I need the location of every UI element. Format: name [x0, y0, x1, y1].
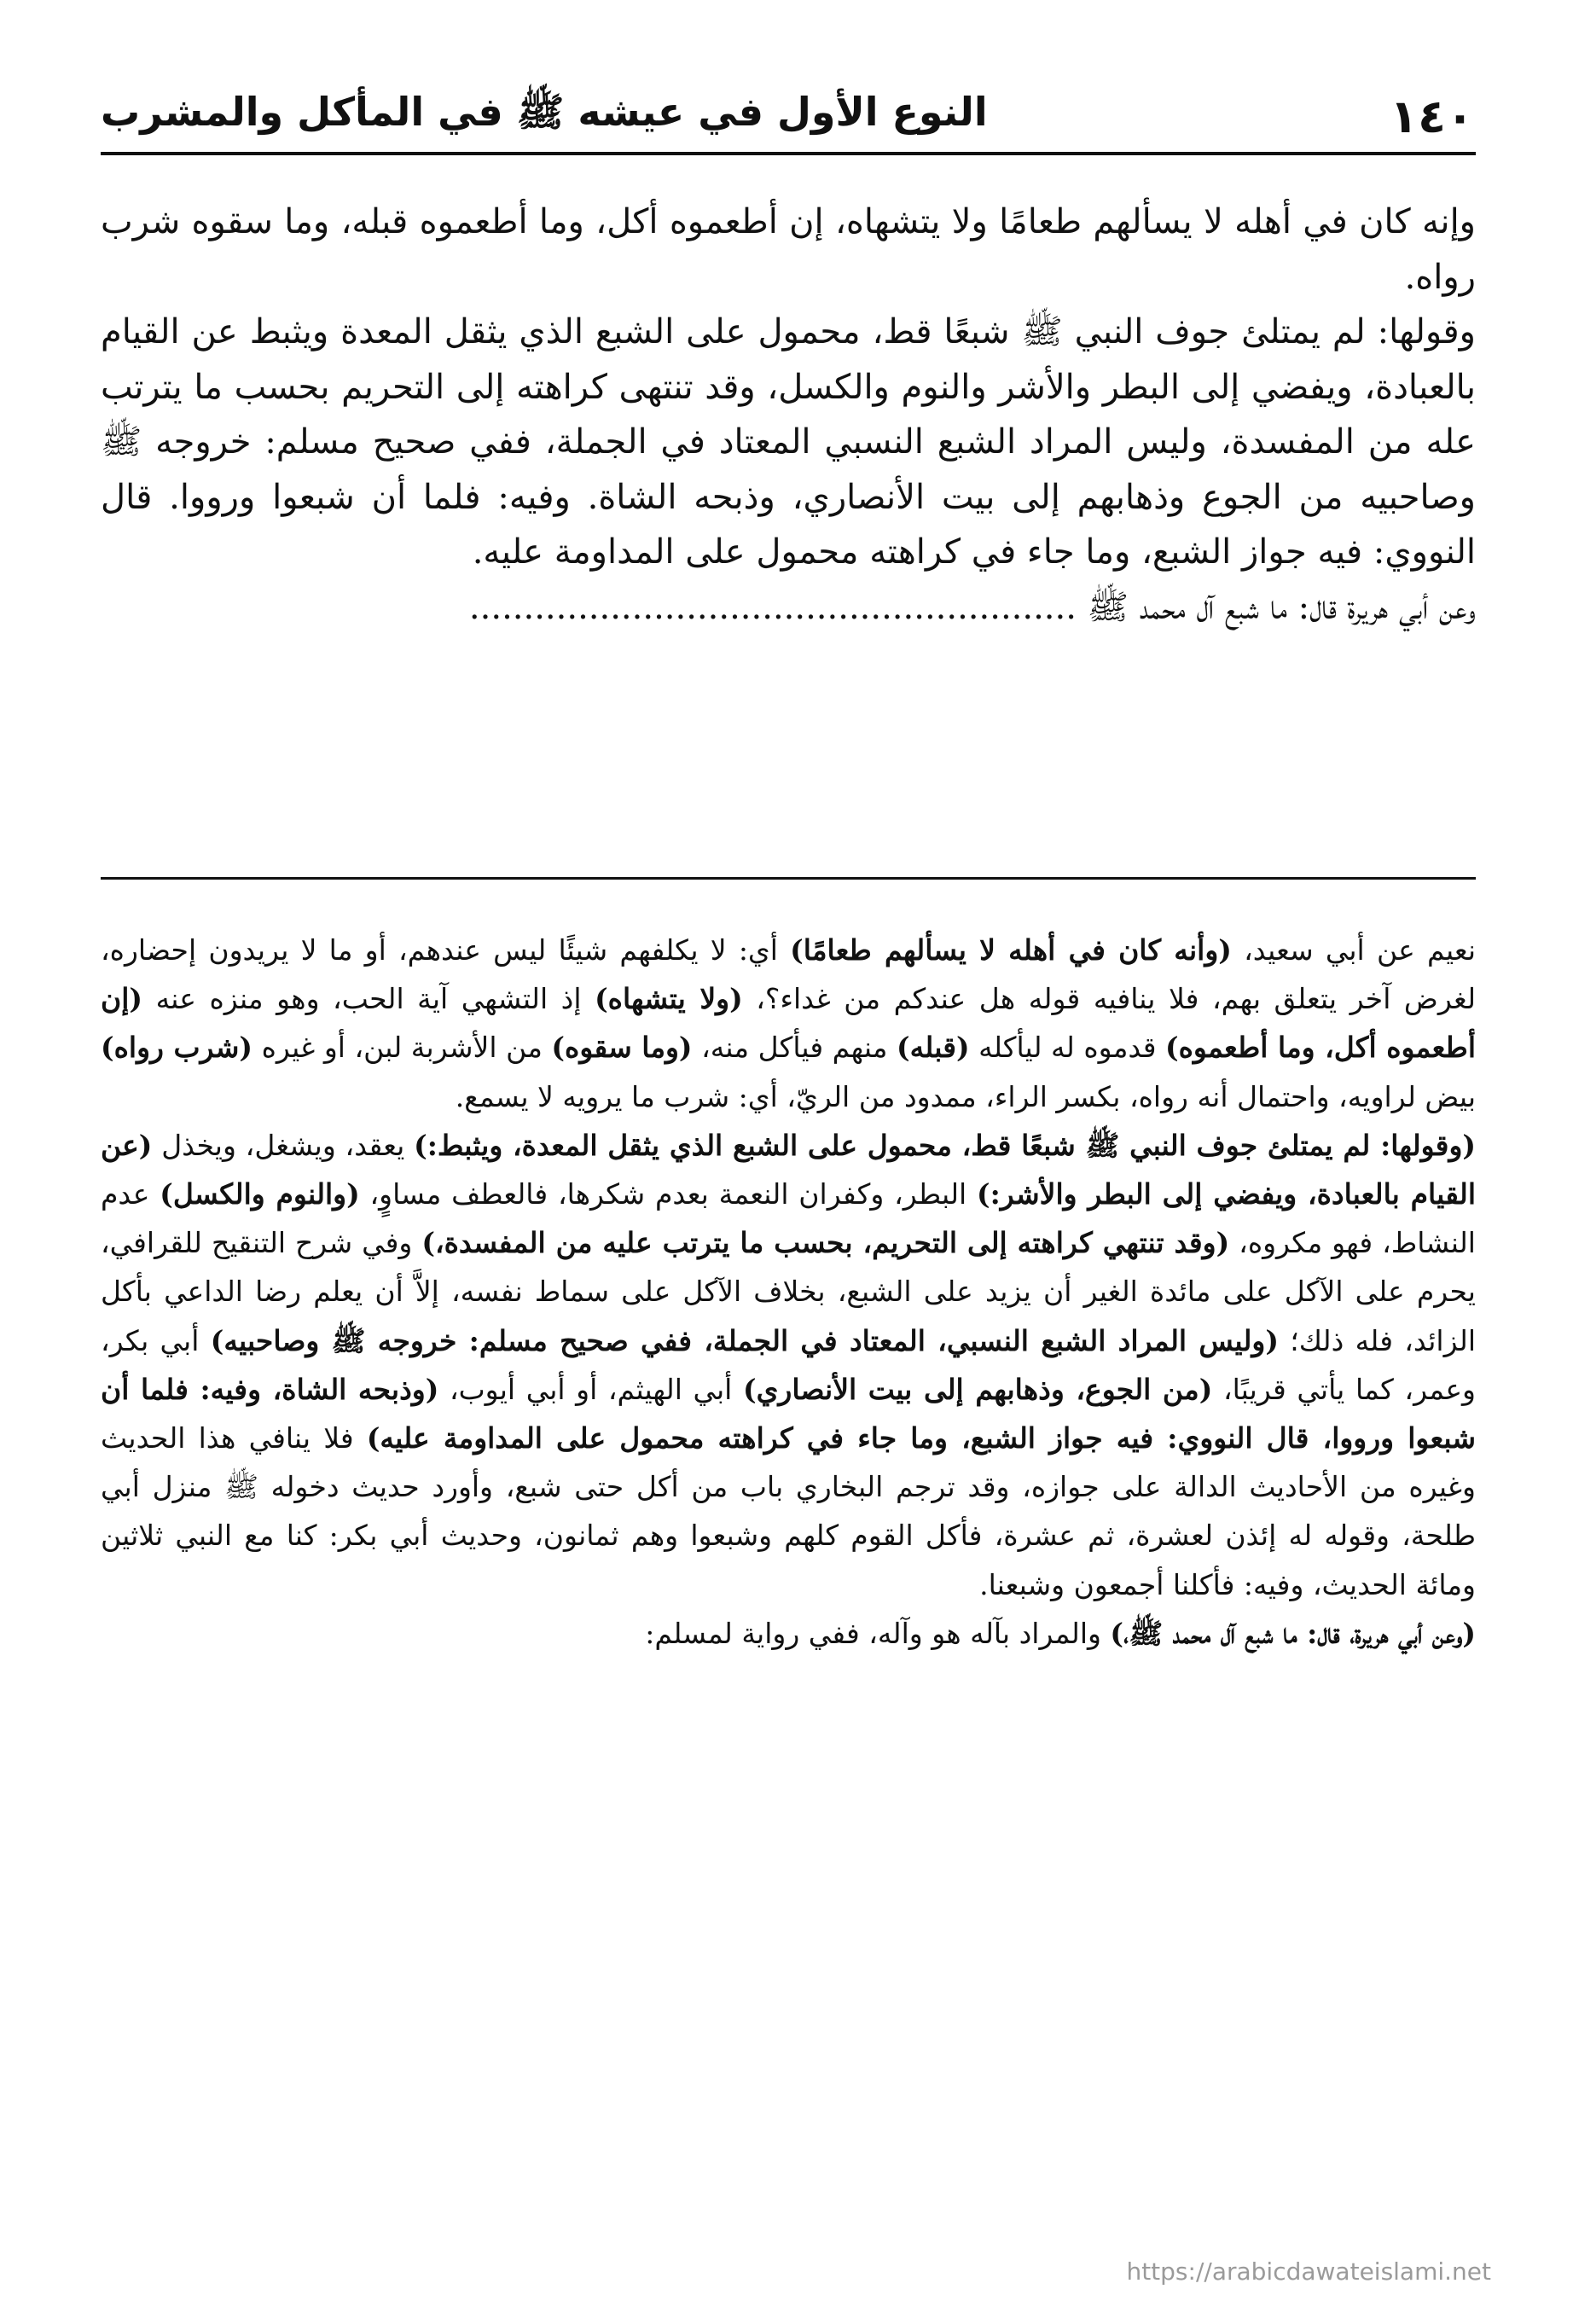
quoted-phrase: (قبله) [897, 1031, 970, 1065]
commentary-text: من الأشربة لبن، أو غيره [252, 1031, 552, 1065]
quoted-phrase: (وقد تنتهي كراهته إلى التحريم، بحسب ما يترتب عليه من المفسدة،) [421, 1226, 1230, 1260]
commentary-text: إذ التشهي آية الحب، وهو منزه عنه [142, 982, 595, 1016]
main-paragraph: وإنه كان في أهله لا يسألهم طعامًا ولا يتشهاه، إن أطعموه أكل، وما أطعموه قبله، وما سقوه شرب رواه. [101, 202, 1476, 297]
commentary-paragraph [101, 1121, 1476, 1609]
quoted-phrase: (وعن أبي هريرة، قال: ما شبع آل محمد ﷺ،) [1110, 1616, 1476, 1650]
commentary-text: يعقد، ويشغل، ويخذل [152, 1128, 415, 1162]
commentary-text: أي: لا يكلفهم شيئًا ليس عندهم، أو ما لا يريدون إحضاره، لغرض آخر يتعلق بهم، فلا ينافيه قوله هل عندكم من غداء؟، [101, 933, 1477, 1016]
commentary-text: نعيم عن أبي سعيد، [1231, 933, 1477, 967]
commentary [101, 926, 1476, 1658]
commentary-text: بيض لراويه، واحتمال أنه رواه، بكسر الراء، ممدود من الريّ، أي: شرب ما يرويه لا يسمع. [455, 1079, 1476, 1113]
quoted-phrase: (وذبحه الشاة، وفيه: فلما أن شبعوا ورووا، قال النووي: فيه جواز الشبع، وما جاء في كراهته محمول على المداومة عليه) [101, 1372, 1476, 1455]
quoted-phrase: (من الجوع، وذهابهم إلى بيت الأنصاري) [742, 1372, 1213, 1406]
main-text [101, 195, 1476, 635]
page-number: ١٤٠ [1390, 89, 1474, 143]
quoted-phrase: (وليس المراد الشبع النسبي، المعتاد في الجملة، ففي صحيح مسلم: خروجه ﷺ وصاحبيه) [210, 1323, 1279, 1357]
commentary-text: منهم فيأكل منه، [692, 1031, 897, 1065]
main-paragraph: وعن أبي هريرة قال: ما شبع آل محمد ﷺ ........................................................ [468, 587, 1476, 627]
commentary-text: فلا ينافي هذا الحديث وغيره من الأحاديث الدالة على جوازه، وقد ترجم البخاري باب من أكل حتى شبع، وأورد حديث دخوله ﷺ منزل أبي طلحة، وقوله له إئذن لعشرة، ثم عشرة، فأكل القوم كلهم وشبعوا وهم ثمانون، وحديث أبي بكر: كنا مع النبي ثلاثين ومائة الحديث، وفيه: فأكلنا أجمعون وشبعنا. [101, 1421, 1476, 1601]
commentary-paragraph [101, 1609, 1476, 1658]
commentary-text: أبي بكر، وعمر، كما يأتي قريبًا، [101, 1323, 1476, 1406]
commentary-text: أبي الهيثم، أو أبي أيوب، [438, 1372, 743, 1406]
commentary-text: البطر، وكفران النعمة بعدم شكرها، فالعطف مساوٍ، [359, 1177, 977, 1211]
quoted-phrase: (عن القيام بالعبادة، ويفضي إلى البطر والأشر:) [101, 1128, 1476, 1211]
quoted-phrase: (وأنه كان في أهله لا يسألهم طعامًا) [790, 933, 1232, 967]
footnote-divider [101, 877, 1476, 880]
quoted-phrase: (وما سقوه) [551, 1031, 693, 1065]
commentary-text: عدم النشاط، فهو مكروه، [101, 1177, 1476, 1260]
commentary-text: قدموه له ليأكله [969, 1031, 1166, 1065]
commentary-paragraph [101, 926, 1476, 1121]
running-title: النوع الأول في عيشه ﷺ في المأكل والمشرب [101, 88, 988, 135]
quoted-phrase: (والنوم والكسل) [160, 1177, 360, 1211]
quoted-phrase: (ولا يتشهاه) [595, 982, 743, 1016]
quoted-phrase: (إن أطعموه أكل، وما أطعموه) [101, 982, 1476, 1065]
commentary-text: والمراد بآله هو وآله، ففي رواية لمسلم: [645, 1616, 1111, 1650]
header-rule [101, 152, 1476, 155]
commentary-text: وفي شرح التنقيح للقرافي، يحرم على الآكل على مائدة الغير أن يزيد على الشبع، بخلاف الآكل على سماط نفسه، إلاَّ أن يعلم رضا الداعي بأكل الزائد، فله ذلك؛ [101, 1226, 1477, 1357]
main-paragraph: وقولها: لم يمتلئ جوف النبي ﷺ شبعًا قط، محمول على الشبع الذي يثقل المعدة ويثبط عن القيام بالعبادة، ويفضي إلى البطر والأشر والنوم والكسل، وقد تنتهى كراهته إلى التحريم بحسب ما يترتب عله من المفسدة، وليس المراد الشبع النسبي المعتاد في الجملة، ففي صحيح مسلم: خروجه ﷺ وصاحبيه من الجوع وذهابهم إلى بيت الأنصاري، وذبحه الشاة. وفيه: فلما أن شبعوا ورووا. قال النووي: فيه جواز الشبع، وما جاء في كراهته محمول على المداومة عليه. [101, 312, 1476, 572]
quoted-phrase: (وقولها: لم يمتلئ جوف النبي ﷺ شبعًا قط، محمول على الشبع الذي يثقل المعدة، ويثبط:) [414, 1128, 1476, 1162]
quoted-phrase: (شرب رواه) [101, 1031, 253, 1065]
watermark-url: https://arabicdawateislami.net [1126, 2257, 1491, 2286]
page-header [101, 82, 1474, 150]
